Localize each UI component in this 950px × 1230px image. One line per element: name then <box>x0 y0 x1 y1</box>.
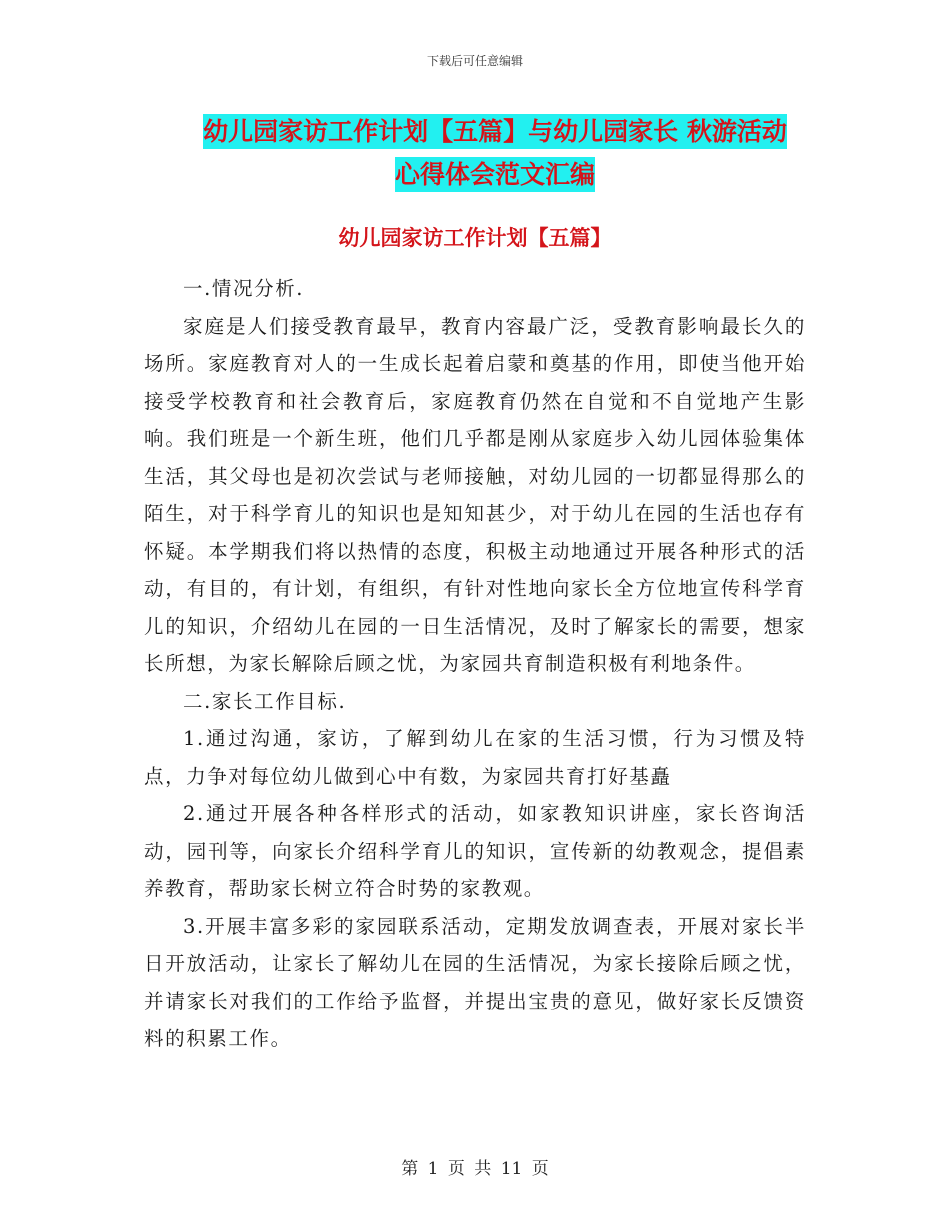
header-note: 下载后可任意编辑 <box>426 54 523 68</box>
paragraph-situation-analysis: 家庭是人们接受教育最早，教育内容最广泛，受教育影响最长久的场所。家庭教育对人的一生成长起着启蒙和奠基的作用，即使当他开始接受学校教育和社会教育后，家庭教育仍然在自觉和不自觉地产生影响。我们班是一个新生班，他们几乎都是刚从家庭步入幼儿园体验集体生活，其父母也是初次尝试与老师接触，对幼儿园的一切都显得那么的陌生，对于科学育儿的知识也是知知甚少，对于幼儿在园的生活也存有怀疑。本学期我们将以热情的态度，积极主动地通过开展各种形式的活动，有目的，有计划，有组织，有针对性地向家长全方位地宣传科学育儿的知识，介绍幼儿在园的一日生活情况，及时了解家长的需要，想家长所想，为家长解除后顾之忧，为家园共育制造积极有利地条件。 <box>144 314 806 675</box>
section-title: 幼儿园家访工作计划【五篇】 <box>338 226 612 250</box>
page-number: 第 1 页 共 11 页 <box>401 1159 549 1179</box>
title-line-2: 心得体会范文汇编 <box>395 157 595 192</box>
paragraph-goals-heading: 二.家长工作目标. <box>183 689 347 713</box>
paragraph-goal-1: 1.通过沟通，家访，了解到幼儿在家的生活习惯，行为习惯及特点，力争对每位幼儿做到心中有数，为家园共育打好基矗 <box>144 727 806 788</box>
paragraph-goal-2: 2.通过开展各种各样形式的活动，如家教知识讲座，家长咨询活动，园刊等，向家长介绍科学育儿的知识，宣传新的幼教观念，提倡素养教育，帮助家长树立符合时势的家教观。 <box>144 802 806 900</box>
title-line-1: 幼儿园家访工作计划【五篇】与幼儿园家长 秋游活动 <box>203 114 787 149</box>
paragraph-situation-heading: 一.情况分析. <box>183 277 305 300</box>
document-body <box>144 270 806 1058</box>
paragraph-goal-3: 3.开展丰富多彩的家园联系活动，定期发放调查表，开展对家长半日开放活动，让家长了解幼儿在园的生活情况，为家长接除后顾之忧，并请家长对我们的工作给予监督，并提出宝贵的意见，做好家长反馈资料的积累工作。 <box>144 914 806 1050</box>
document-title <box>120 110 870 196</box>
